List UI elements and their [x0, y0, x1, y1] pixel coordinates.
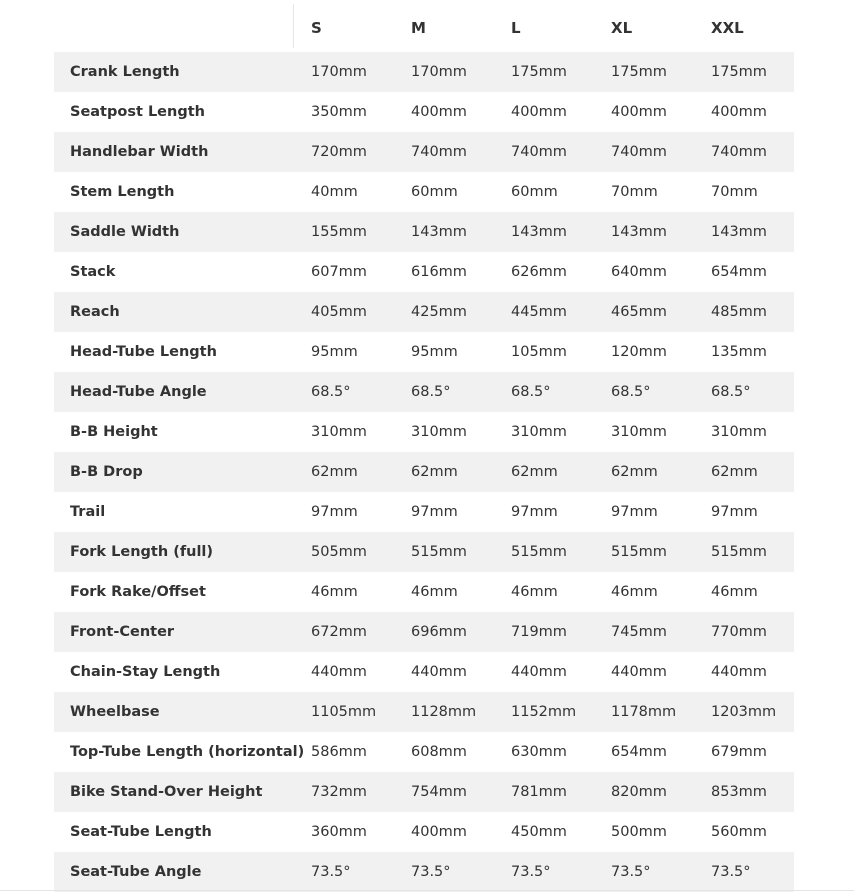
table-cell: 73.5°	[611, 864, 651, 880]
table-cell: 770mm	[711, 624, 767, 640]
row-label: Trail	[70, 504, 106, 520]
table-cell: 400mm	[611, 104, 667, 120]
table-cell: 820mm	[611, 784, 667, 800]
table-row	[54, 492, 794, 532]
row-label: Bike Stand-Over Height	[70, 784, 263, 800]
table-cell: 445mm	[511, 304, 567, 320]
table-cell: 440mm	[611, 664, 667, 680]
row-label: Stack	[70, 264, 116, 280]
table-cell: 60mm	[511, 184, 558, 200]
table-cell: 143mm	[511, 224, 567, 240]
table-cell: 70mm	[711, 184, 758, 200]
table-cell: 105mm	[511, 344, 567, 360]
table-cell: 740mm	[511, 144, 567, 160]
table-cell: 170mm	[311, 64, 367, 80]
table-cell: 781mm	[511, 784, 567, 800]
table-row	[54, 572, 794, 612]
table-cell: 60mm	[411, 184, 458, 200]
row-label: Head-Tube Length	[70, 344, 217, 360]
table-cell: 62mm	[711, 464, 758, 480]
table-cell: 586mm	[311, 744, 367, 760]
row-label: Fork Rake/Offset	[70, 584, 206, 600]
table-cell: 40mm	[311, 184, 358, 200]
table-cell: 440mm	[511, 664, 567, 680]
row-label: Top-Tube Length (horizontal)	[70, 744, 305, 760]
row-label: B-B Height	[70, 424, 158, 440]
table-cell: 97mm	[611, 504, 658, 520]
table-cell: 616mm	[411, 264, 467, 280]
table-cell: 740mm	[711, 144, 767, 160]
table-cell: 68.5°	[411, 384, 451, 400]
table-cell: 70mm	[611, 184, 658, 200]
table-cell: 310mm	[411, 424, 467, 440]
row-label: Seat-Tube Length	[70, 824, 212, 840]
table-row	[54, 412, 794, 452]
table-cell: 400mm	[511, 104, 567, 120]
geometry-table	[54, 4, 794, 892]
size-header-xxl: XXL	[711, 19, 744, 37]
table-cell: 143mm	[611, 224, 667, 240]
row-label: Stem Length	[70, 184, 175, 200]
table-cell: 440mm	[311, 664, 367, 680]
table-row	[54, 292, 794, 332]
row-label: Reach	[70, 304, 120, 320]
table-cell: 1128mm	[411, 704, 477, 720]
table-cell: 62mm	[511, 464, 558, 480]
table-cell: 46mm	[311, 584, 358, 600]
table-cell: 175mm	[511, 64, 567, 80]
table-row	[54, 772, 794, 812]
table-row	[54, 612, 794, 652]
table-cell: 73.5°	[311, 864, 351, 880]
table-cell: 68.5°	[611, 384, 651, 400]
bottom-divider	[0, 890, 854, 891]
table-cell: 97mm	[411, 504, 458, 520]
table-row	[54, 332, 794, 372]
table-cell: 696mm	[411, 624, 467, 640]
row-label: Seatpost Length	[70, 104, 205, 120]
table-row	[54, 692, 794, 732]
row-label: Fork Length (full)	[70, 544, 214, 560]
table-cell: 1152mm	[511, 704, 577, 720]
row-label: Saddle Width	[70, 224, 180, 240]
table-cell: 1105mm	[311, 704, 377, 720]
table-cell: 143mm	[711, 224, 767, 240]
table-row	[54, 652, 794, 692]
table-cell: 46mm	[711, 584, 758, 600]
table-cell: 515mm	[711, 544, 767, 560]
row-label: Front-Center	[70, 624, 175, 640]
table-cell: 640mm	[611, 264, 667, 280]
header-divider	[293, 4, 294, 48]
table-cell: 500mm	[611, 824, 667, 840]
table-cell: 754mm	[411, 784, 467, 800]
table-cell: 73.5°	[411, 864, 451, 880]
table-cell: 350mm	[311, 104, 367, 120]
size-header-m: M	[411, 19, 426, 37]
table-cell: 62mm	[311, 464, 358, 480]
table-cell: 745mm	[611, 624, 667, 640]
table-cell: 46mm	[411, 584, 458, 600]
table-row	[54, 732, 794, 772]
row-label: Seat-Tube Angle	[70, 864, 202, 880]
table-row	[54, 852, 794, 892]
table-row	[54, 372, 794, 412]
table-row	[54, 172, 794, 212]
table-cell: 1178mm	[611, 704, 677, 720]
table-body	[54, 52, 794, 892]
table-cell: 68.5°	[511, 384, 551, 400]
table-row	[54, 212, 794, 252]
table-row	[54, 132, 794, 172]
table-cell: 120mm	[611, 344, 667, 360]
table-cell: 515mm	[411, 544, 467, 560]
table-cell: 46mm	[511, 584, 558, 600]
table-cell: 515mm	[611, 544, 667, 560]
table-row	[54, 92, 794, 132]
table-cell: 143mm	[411, 224, 467, 240]
row-label: B-B Drop	[70, 464, 143, 480]
table-cell: 73.5°	[711, 864, 751, 880]
row-label: Head-Tube Angle	[70, 384, 207, 400]
table-cell: 360mm	[311, 824, 367, 840]
table-cell: 465mm	[611, 304, 667, 320]
table-cell: 175mm	[711, 64, 767, 80]
table-cell: 95mm	[411, 344, 458, 360]
table-cell: 515mm	[511, 544, 567, 560]
table-cell: 505mm	[311, 544, 367, 560]
table-cell: 310mm	[511, 424, 567, 440]
size-header-xl: XL	[611, 19, 633, 37]
table-cell: 626mm	[511, 264, 567, 280]
table-cell: 68.5°	[711, 384, 751, 400]
table-cell: 68.5°	[311, 384, 351, 400]
table-row	[54, 452, 794, 492]
table-cell: 560mm	[711, 824, 767, 840]
table-cell: 400mm	[411, 104, 467, 120]
table-row	[54, 52, 794, 92]
table-cell: 485mm	[711, 304, 767, 320]
table-cell: 425mm	[411, 304, 467, 320]
table-cell: 679mm	[711, 744, 767, 760]
table-row	[54, 812, 794, 852]
table-row	[54, 252, 794, 292]
table-cell: 97mm	[511, 504, 558, 520]
row-label: Crank Length	[70, 64, 180, 80]
table-cell: 630mm	[511, 744, 567, 760]
table-cell: 1203mm	[711, 704, 777, 720]
table-cell: 310mm	[711, 424, 767, 440]
table-cell: 310mm	[611, 424, 667, 440]
table-cell: 440mm	[711, 664, 767, 680]
table-row	[54, 532, 794, 572]
table-cell: 732mm	[311, 784, 367, 800]
table-cell: 654mm	[711, 264, 767, 280]
table-cell: 720mm	[311, 144, 367, 160]
table-cell: 95mm	[311, 344, 358, 360]
table-cell: 672mm	[311, 624, 367, 640]
table-cell: 155mm	[311, 224, 367, 240]
table-cell: 170mm	[411, 64, 467, 80]
table-cell: 740mm	[611, 144, 667, 160]
table-cell: 400mm	[711, 104, 767, 120]
row-label: Chain-Stay Length	[70, 664, 221, 680]
table-cell: 740mm	[411, 144, 467, 160]
row-label: Handlebar Width	[70, 144, 209, 160]
size-header-s: S	[311, 19, 322, 37]
table-cell: 853mm	[711, 784, 767, 800]
table-cell: 608mm	[411, 744, 467, 760]
table-cell: 310mm	[311, 424, 367, 440]
row-label: Wheelbase	[70, 704, 160, 720]
table-cell: 46mm	[611, 584, 658, 600]
table-cell: 62mm	[411, 464, 458, 480]
table-cell: 719mm	[511, 624, 567, 640]
table-cell: 400mm	[411, 824, 467, 840]
table-cell: 440mm	[411, 664, 467, 680]
table-cell: 62mm	[611, 464, 658, 480]
table-cell: 405mm	[311, 304, 367, 320]
table-cell: 73.5°	[511, 864, 551, 880]
table-cell: 135mm	[711, 344, 767, 360]
table-cell: 97mm	[311, 504, 358, 520]
table-cell: 97mm	[711, 504, 758, 520]
table-header	[54, 4, 794, 52]
table-cell: 654mm	[611, 744, 667, 760]
table-cell: 175mm	[611, 64, 667, 80]
table-cell: 607mm	[311, 264, 367, 280]
size-header-l: L	[511, 19, 521, 37]
table-cell: 450mm	[511, 824, 567, 840]
